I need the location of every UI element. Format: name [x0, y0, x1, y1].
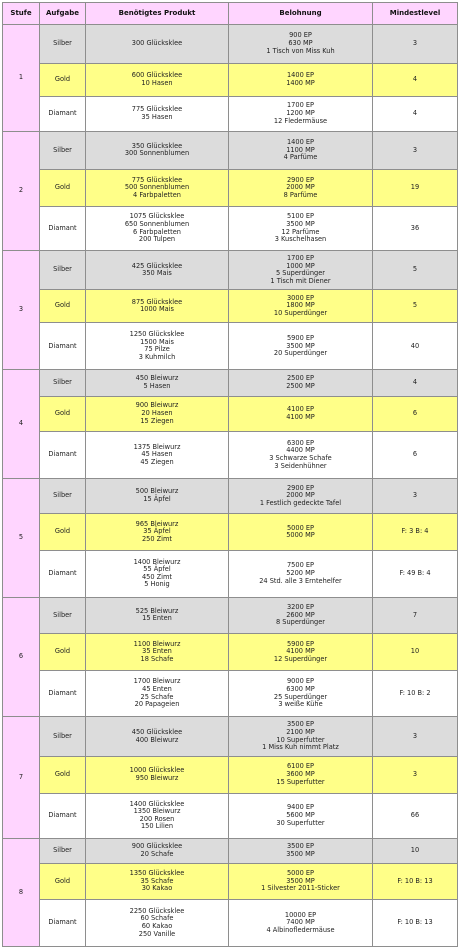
belohnung-line: 900 EP: [289, 31, 312, 40]
belohnung-line: 3500 EP: [286, 720, 315, 729]
belohnung-line: 4400 MP: [286, 446, 315, 455]
belohnung-line: 5000 EP: [286, 523, 315, 532]
aufgabe-cell: Diamant: [40, 670, 86, 717]
belohnung-line: 9400 EP: [286, 803, 315, 812]
belohnung-line: 6300 EP: [286, 438, 315, 447]
produkt-line: 3 Kuhmilch: [138, 352, 176, 361]
belohnung-cell: [229, 550, 373, 597]
belohnung-line: 5600 MP: [286, 811, 315, 820]
belohnung-line: 1700 EP: [286, 101, 315, 110]
table-row: [3, 634, 458, 671]
aufgabe-cell: Gold: [40, 289, 86, 323]
table-row: [3, 670, 458, 717]
belohnung-line: 10 Superfutter: [276, 735, 325, 744]
belohnung-line: 15 Superfutter: [276, 777, 325, 786]
belohnung-cell: [229, 634, 373, 671]
belohnung-line: 1 Tisch mit Diener: [270, 276, 331, 285]
belohnung-line: 2100 MP: [286, 728, 315, 737]
produkt-line: 5 Honig: [144, 580, 170, 589]
belohnung-line: 1 Festlich gedeckte Tafel: [259, 498, 342, 507]
produkt-line: 350 Mais: [142, 269, 172, 278]
aufgabe-cell: Silber: [40, 717, 86, 757]
table-row: [3, 206, 458, 251]
produkt-cell: [86, 131, 229, 170]
produkt-line: 965 Bleiwurz: [135, 519, 179, 528]
produkt-line: 18 Schafe: [140, 654, 174, 663]
produkt-cell: [86, 97, 229, 132]
mindestlevel-cell: 40: [373, 323, 458, 370]
belohnung-line: 1 Tisch von Miss Kuh: [266, 46, 335, 55]
belohnung-line: 20 Superdünger: [273, 349, 328, 358]
mindestlevel-cell: 6: [373, 396, 458, 432]
belohnung-line: 5900 EP: [286, 333, 315, 342]
produkt-cell: [86, 634, 229, 671]
quest-table-body: [3, 25, 458, 947]
produkt-line: 20 Papageien: [134, 700, 180, 709]
header-aufgabe: Aufgabe: [40, 3, 86, 25]
belohnung-line: 3 Schwarze Schafe: [269, 453, 332, 462]
produkt-line: 45 Ziegen: [140, 457, 174, 466]
mindestlevel-cell: F: 10 B: 13: [373, 900, 458, 947]
belohnung-cell: [229, 170, 373, 207]
table-row: [3, 370, 458, 396]
mindestlevel-cell: 6: [373, 432, 458, 479]
belohnung-line: 24 Std. alle 3 Erntehelfer: [259, 576, 342, 585]
header-row: [3, 3, 458, 25]
belohnung-line: 6100 EP: [286, 762, 315, 771]
table-row: [3, 396, 458, 432]
produkt-cell: [86, 63, 229, 97]
belohnung-line: 4100 MP: [286, 412, 315, 421]
produkt-line: 1375 Bleiwurz: [133, 442, 181, 451]
mindestlevel-cell: 3: [373, 756, 458, 793]
belohnung-cell: [229, 717, 373, 757]
table-row: [3, 478, 458, 514]
belohnung-line: 1 Silvester 2011-Sticker: [261, 884, 340, 893]
stufe-cell: 4: [3, 370, 40, 479]
table-row: [3, 550, 458, 597]
produkt-cell: [86, 289, 229, 323]
belohnung-line: 3200 EP: [286, 602, 315, 611]
produkt-line: 875 Glücksklee: [131, 297, 183, 306]
belohnung-line: 2000 MP: [286, 183, 315, 192]
belohnung-line: 5000 EP: [286, 868, 315, 877]
belohnung-line: 1800 MP: [286, 301, 315, 310]
stufe-cell: 2: [3, 131, 40, 251]
produkt-line: 35 Hasen: [141, 112, 173, 121]
produkt-line: 1700 Bleiwurz: [133, 677, 181, 686]
produkt-line: 1500 Mais: [140, 337, 174, 346]
aufgabe-cell: Silber: [40, 25, 86, 64]
belohnung-cell: [229, 432, 373, 479]
produkt-line: 35 Enten: [142, 647, 172, 656]
produkt-cell: [86, 478, 229, 514]
belohnung-line: 8 Parfüme: [283, 190, 318, 199]
belohnung-line: 5000 MP: [286, 531, 315, 540]
mindestlevel-cell: 4: [373, 370, 458, 396]
table-row: [3, 432, 458, 479]
aufgabe-cell: Gold: [40, 63, 86, 97]
produkt-line: 450 Bleiwurz: [135, 374, 179, 383]
produkt-cell: [86, 170, 229, 207]
produkt-line: 525 Bleiwurz: [135, 606, 179, 615]
mindestlevel-cell: 4: [373, 63, 458, 97]
produkt-line: 1250 Glücksklee: [129, 330, 185, 339]
belohnung-line: 2600 MP: [286, 610, 315, 619]
table-row: [3, 25, 458, 64]
produkt-cell: [86, 370, 229, 396]
belohnung-line: 3 Seidenhühner: [274, 461, 327, 470]
produkt-line: 150 Lilien: [140, 822, 174, 831]
table-row: [3, 756, 458, 793]
header-stufe: Stufe: [3, 3, 40, 25]
produkt-line: 60 Schafe: [140, 914, 174, 923]
stufe-cell: 3: [3, 251, 40, 370]
belohnung-line: 5 Superdünger: [276, 269, 325, 278]
belohnung-cell: [229, 756, 373, 793]
produkt-line: 35 Äpfel: [143, 527, 171, 536]
produkt-cell: [86, 717, 229, 757]
belohnung-line: 3500 MP: [286, 876, 315, 885]
belohnung-line: 2500 MP: [286, 381, 315, 390]
aufgabe-cell: Diamant: [40, 550, 86, 597]
produkt-line: 1000 Glücksklee: [129, 766, 185, 775]
belohnung-line: 1 Miss Kuh nimmt Platz: [262, 743, 339, 752]
belohnung-line: 3500 MP: [286, 341, 315, 350]
belohnung-line: 30 Superfutter: [276, 818, 325, 827]
belohnung-line: 4100 MP: [286, 647, 315, 656]
aufgabe-cell: Silber: [40, 131, 86, 170]
stufe-cell: 6: [3, 597, 40, 717]
produkt-line: 15 Enten: [142, 614, 172, 623]
belohnung-cell: [229, 839, 373, 863]
belohnung-line: 1400 MP: [286, 78, 315, 87]
header-mindestlevel: Mindestlevel: [373, 3, 458, 25]
mindestlevel-cell: 5: [373, 251, 458, 290]
aufgabe-cell: Gold: [40, 514, 86, 551]
produkt-line: 15 Ziegen: [140, 416, 174, 425]
table-row: [3, 514, 458, 551]
table-row: [3, 900, 458, 947]
produkt-line: 1100 Bleiwurz: [133, 639, 181, 648]
belohnung-line: 5200 MP: [286, 568, 315, 577]
produkt-cell: [86, 756, 229, 793]
belohnung-cell: [229, 251, 373, 290]
belohnung-line: 1400 EP: [286, 71, 315, 80]
belohnung-line: 9000 EP: [286, 677, 315, 686]
produkt-line: 1075 Glücksklee: [129, 212, 185, 221]
produkt-line: 15 Äpfel: [143, 495, 171, 504]
produkt-cell: [86, 863, 229, 900]
aufgabe-cell: Gold: [40, 634, 86, 671]
table-row: [3, 793, 458, 839]
belohnung-line: 3500 MP: [286, 219, 315, 228]
belohnung-line: 12 Superdünger: [273, 654, 328, 663]
belohnung-line: 1700 EP: [286, 253, 315, 262]
produkt-line: 450 Zimt: [141, 572, 173, 581]
mindestlevel-cell: 10: [373, 839, 458, 863]
aufgabe-cell: Diamant: [40, 323, 86, 370]
belohnung-cell: [229, 597, 373, 634]
mindestlevel-cell: 19: [373, 170, 458, 207]
belohnung-line: 7500 EP: [286, 561, 315, 570]
belohnung-line: 10 Superdünger: [273, 309, 328, 318]
table-row: [3, 839, 458, 863]
produkt-cell: [86, 670, 229, 717]
belohnung-cell: [229, 514, 373, 551]
belohnung-line: 5900 EP: [286, 639, 315, 648]
header-produkt: Benötigtes Produkt: [86, 3, 229, 25]
produkt-line: 400 Bleiwurz: [135, 735, 179, 744]
table-row: [3, 97, 458, 132]
produkt-cell: [86, 793, 229, 839]
mindestlevel-cell: 3: [373, 25, 458, 64]
produkt-line: 950 Bleiwurz: [135, 773, 179, 782]
mindestlevel-cell: 3: [373, 717, 458, 757]
belohnung-line: 3 Kuschelhasen: [274, 235, 327, 244]
aufgabe-cell: Silber: [40, 839, 86, 863]
belohnung-line: 6300 MP: [286, 684, 315, 693]
produkt-cell: [86, 251, 229, 290]
produkt-line: 1000 Mais: [140, 305, 174, 314]
produkt-line: 425 Glücksklee: [131, 261, 183, 270]
produkt-line: 500 Bleiwurz: [135, 487, 179, 496]
belohnung-cell: [229, 323, 373, 370]
produkt-line: 775 Glücksklee: [131, 175, 183, 184]
produkt-cell: [86, 323, 229, 370]
aufgabe-cell: Gold: [40, 863, 86, 900]
table-row: [3, 170, 458, 207]
produkt-cell: [86, 396, 229, 432]
aufgabe-cell: Diamant: [40, 432, 86, 479]
belohnung-line: 4 Albinofledermäuse: [266, 925, 335, 934]
produkt-line: 250 Zimt: [141, 534, 173, 543]
aufgabe-cell: Gold: [40, 170, 86, 207]
mindestlevel-cell: F: 49 B: 4: [373, 550, 458, 597]
aufgabe-cell: Silber: [40, 251, 86, 290]
belohnung-line: 3 weiße Kühe: [278, 700, 323, 709]
produkt-line: 5 Hasen: [143, 381, 171, 390]
produkt-line: 650 Sonnenblumen: [124, 219, 190, 228]
belohnung-line: 2500 EP: [286, 374, 315, 383]
produkt-line: 1350 Bleiwurz: [133, 807, 181, 816]
table-row: [3, 863, 458, 900]
belohnung-line: 3600 MP: [286, 769, 315, 778]
belohnung-line: 1400 EP: [286, 137, 315, 146]
stufe-cell: 8: [3, 839, 40, 947]
belohnung-line: 4 Parfüme: [283, 153, 318, 162]
belohnung-line: 10000 EP: [284, 910, 317, 919]
belohnung-line: 1100 MP: [286, 145, 315, 154]
belohnung-cell: [229, 25, 373, 64]
produkt-line: 20 Schafe: [140, 849, 174, 858]
produkt-line: 45 Hasen: [141, 450, 173, 459]
produkt-line: 1400 Glücksklee: [129, 799, 185, 808]
aufgabe-cell: Silber: [40, 370, 86, 396]
produkt-cell: [86, 206, 229, 251]
produkt-line: 2250 Glücksklee: [129, 906, 185, 915]
belohnung-line: 630 MP: [288, 38, 313, 47]
produkt-cell: [86, 25, 229, 64]
belohnung-line: 12 Fledermäuse: [273, 116, 328, 125]
produkt-line: 200 Tulpen: [138, 235, 176, 244]
table-row: [3, 323, 458, 370]
produkt-line: 250 Vanille: [138, 929, 176, 938]
stufe-cell: 1: [3, 25, 40, 132]
belohnung-cell: [229, 131, 373, 170]
belohnung-line: 25 Superdünger: [273, 692, 328, 701]
produkt-line: 1400 Bleiwurz: [133, 557, 181, 566]
produkt-line: 45 Enten: [142, 684, 172, 693]
header-belohnung: Belohnung: [229, 3, 373, 25]
aufgabe-cell: Diamant: [40, 97, 86, 132]
produkt-line: 600 Glücksklee: [131, 71, 183, 80]
mindestlevel-cell: 3: [373, 131, 458, 170]
produkt-line: 900 Glücksklee: [131, 842, 183, 851]
mindestlevel-cell: 7: [373, 597, 458, 634]
belohnung-cell: [229, 97, 373, 132]
produkt-cell: [86, 514, 229, 551]
mindestlevel-cell: 3: [373, 478, 458, 514]
mindestlevel-cell: 66: [373, 793, 458, 839]
produkt-cell: [86, 550, 229, 597]
produkt-line: 75 Pilze: [144, 345, 170, 354]
table-row: [3, 251, 458, 290]
belohnung-cell: [229, 863, 373, 900]
mindestlevel-cell: 4: [373, 97, 458, 132]
produkt-line: 55 Äpfel: [143, 565, 171, 574]
belohnung-line: 2000 MP: [286, 491, 315, 500]
mindestlevel-cell: F: 10 B: 2: [373, 670, 458, 717]
produkt-cell: [86, 900, 229, 947]
belohnung-cell: [229, 289, 373, 323]
produkt-cell: [86, 839, 229, 863]
belohnung-line: 5100 EP: [286, 212, 315, 221]
aufgabe-cell: Silber: [40, 597, 86, 634]
produkt-line: 25 Schafe: [140, 692, 174, 701]
aufgabe-cell: Diamant: [40, 900, 86, 947]
produkt-line: 450 Glücksklee: [131, 728, 183, 737]
table-row: [3, 597, 458, 634]
table-row: [3, 63, 458, 97]
mindestlevel-cell: F: 3 B: 4: [373, 514, 458, 551]
table-row: [3, 717, 458, 757]
produkt-line: 20 Hasen: [141, 409, 173, 418]
produkt-line: 300 Glücksklee: [131, 38, 183, 47]
produkt-line: 900 Bleiwurz: [135, 401, 179, 410]
produkt-line: 60 Kakao: [141, 922, 173, 931]
produkt-line: 1350 Glücksklee: [129, 868, 185, 877]
table-row: [3, 289, 458, 323]
aufgabe-cell: Gold: [40, 396, 86, 432]
belohnung-cell: [229, 63, 373, 97]
produkt-cell: [86, 597, 229, 634]
belohnung-cell: [229, 370, 373, 396]
belohnung-line: 8 Superdünger: [276, 618, 325, 627]
belohnung-cell: [229, 478, 373, 514]
stufe-cell: 5: [3, 478, 40, 597]
aufgabe-cell: Silber: [40, 478, 86, 514]
belohnung-line: 3500 EP: [286, 842, 315, 851]
aufgabe-cell: Diamant: [40, 206, 86, 251]
produkt-line: 500 Sonnenblumen: [124, 183, 190, 192]
produkt-line: 300 Sonnenblumen: [124, 149, 190, 158]
belohnung-line: 1000 MP: [286, 261, 315, 270]
produkt-line: 350 Glücksklee: [131, 141, 183, 150]
mindestlevel-cell: 36: [373, 206, 458, 251]
belohnung-cell: [229, 793, 373, 839]
produkt-line: 6 Farbpaletten: [133, 227, 181, 236]
belohnung-line: 2900 EP: [286, 483, 315, 492]
table-row: [3, 131, 458, 170]
produkt-line: 30 Kakao: [141, 884, 173, 893]
mindestlevel-cell: 10: [373, 634, 458, 671]
belohnung-line: 3500 MP: [286, 849, 315, 858]
belohnung-cell: [229, 900, 373, 947]
mindestlevel-cell: 5: [373, 289, 458, 323]
belohnung-line: 4100 EP: [286, 405, 315, 414]
belohnung-line: 1200 MP: [286, 109, 315, 118]
belohnung-cell: [229, 396, 373, 432]
belohnung-line: 3000 EP: [286, 293, 315, 302]
produkt-line: 10 Hasen: [141, 78, 173, 87]
produkt-cell: [86, 432, 229, 479]
mindestlevel-cell: F: 10 B: 13: [373, 863, 458, 900]
produkt-line: 200 Rosen: [139, 814, 175, 823]
produkt-line: 775 Glücksklee: [131, 105, 183, 114]
quest-table: [2, 2, 458, 947]
belohnung-cell: [229, 206, 373, 251]
belohnung-cell: [229, 670, 373, 717]
belohnung-line: 12 Parfüme: [281, 227, 320, 236]
belohnung-line: 2900 EP: [286, 175, 315, 184]
produkt-line: 4 Farbpaletten: [133, 190, 181, 199]
belohnung-line: 7400 MP: [286, 918, 315, 927]
aufgabe-cell: Gold: [40, 756, 86, 793]
aufgabe-cell: Diamant: [40, 793, 86, 839]
produkt-line: 35 Schafe: [140, 876, 174, 885]
stufe-cell: 7: [3, 717, 40, 839]
